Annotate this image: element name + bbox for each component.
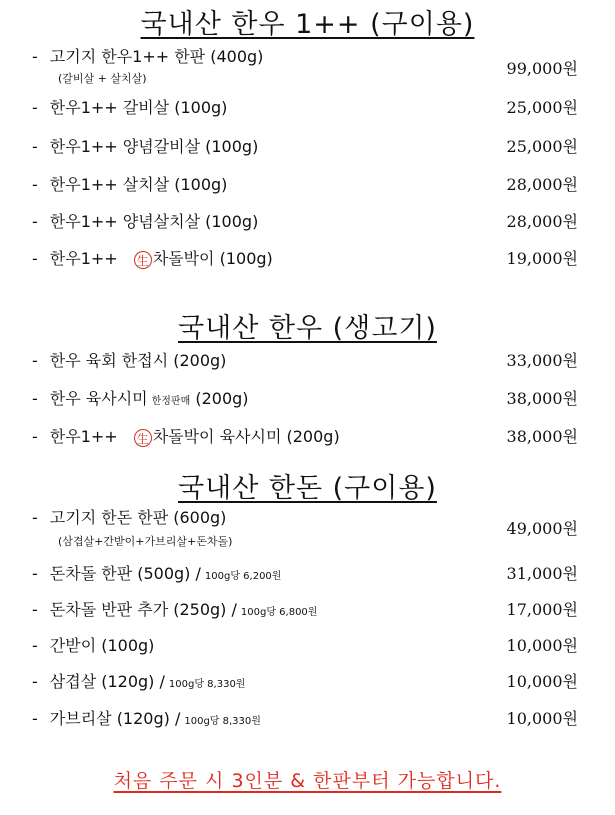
item-price: 17,000원 bbox=[506, 600, 578, 619]
item-price: 49,000원 bbox=[506, 519, 578, 538]
menu-item: - 한우1++ 生 차돌박이 (100g) bbox=[32, 249, 273, 268]
item-name: 삼겹살 (120g) / bbox=[49, 672, 165, 691]
item-name-prefix: 한우1++ bbox=[49, 249, 118, 268]
item-name-suffix: 차돌박이 육사시미 (200g) bbox=[152, 427, 340, 446]
item-price: 10,000원 bbox=[506, 672, 578, 691]
section-title-hanwoo-grill: 국내산 한우 1++ (구이용) bbox=[140, 9, 475, 40]
item-note: (갈비살 + 살치살) bbox=[58, 72, 147, 85]
item-name: 돈차돌 반판 추가 (250g) / bbox=[49, 600, 237, 619]
item-name: 고기지 한우1++ 한판 (400g) bbox=[49, 47, 264, 66]
menu-item: - 삼겹살 (120g) / 100g당 8,330원 bbox=[32, 672, 246, 691]
order-minimum-notice: 처음 주문 시 3인분 & 한판부터 가능합니다. bbox=[113, 770, 502, 792]
limited-sale-tag: 한정판매 bbox=[151, 396, 191, 407]
item-name: 한우1++ 갈비살 (100g) bbox=[49, 98, 228, 117]
menu-item: - 한우1++ 갈비살 (100g) bbox=[32, 98, 228, 117]
unit-price: 100g당 6,800원 bbox=[240, 607, 318, 618]
raw-badge-icon: 生 bbox=[134, 429, 152, 447]
menu-item: - 고기지 한우1++ 한판 (400g) bbox=[32, 47, 264, 66]
item-name: 가브리살 (120g) / bbox=[49, 709, 181, 728]
item-price: 25,000원 bbox=[506, 98, 578, 117]
section-title-hanwoo-raw: 국내산 한우 (생고기) bbox=[178, 313, 437, 344]
item-name: 한우1++ 양념갈비살 (100g) bbox=[49, 137, 259, 156]
unit-price: 100g당 8,330원 bbox=[168, 679, 246, 690]
menu-item: - 한우 육회 한접시 (200g) bbox=[32, 351, 227, 370]
menu-item: - 한우1++ 살치살 (100g) bbox=[32, 175, 228, 194]
item-name: 돈차돌 한판 (500g) / bbox=[49, 564, 201, 583]
menu-item: - 한우1++ 양념갈비살 (100g) bbox=[32, 137, 259, 156]
item-price: 33,000원 bbox=[506, 351, 578, 370]
item-price: 31,000원 bbox=[506, 564, 578, 583]
item-price: 28,000원 bbox=[506, 175, 578, 194]
item-price: 38,000원 bbox=[506, 427, 578, 446]
unit-price: 100g당 6,200원 bbox=[204, 571, 282, 582]
menu-item: - 한우 육사시미 한정판매 (200g) bbox=[32, 389, 249, 408]
item-weight: (200g) bbox=[195, 389, 249, 408]
item-price: 25,000원 bbox=[506, 137, 578, 156]
item-price: 19,000원 bbox=[506, 249, 578, 268]
menu-item: - 고기지 한돈 한판 (600g) bbox=[32, 508, 227, 527]
menu-item: - 한우1++ 生 차돌박이 육사시미 (200g) bbox=[32, 427, 340, 446]
item-name: 한우1++ 살치살 (100g) bbox=[49, 175, 228, 194]
item-price: 38,000원 bbox=[506, 389, 578, 408]
item-price: 99,000원 bbox=[506, 59, 578, 78]
item-name: 고기지 한돈 한판 (600g) bbox=[49, 508, 227, 527]
item-price: 10,000원 bbox=[506, 636, 578, 655]
item-price: 10,000원 bbox=[506, 709, 578, 728]
item-note: (삼겹살+간받이+가브리살+돈차돌) bbox=[58, 535, 233, 548]
menu-item: - 돈차돌 반판 추가 (250g) / 100g당 6,800원 bbox=[32, 600, 318, 619]
section-title-handon-grill: 국내산 한돈 (구이용) bbox=[178, 473, 437, 504]
menu-item: - 돈차돌 한판 (500g) / 100g당 6,200원 bbox=[32, 564, 282, 583]
item-name-prefix: 한우1++ bbox=[49, 427, 118, 446]
item-name: 간받이 (100g) bbox=[49, 636, 155, 655]
menu-item: - 한우1++ 양념살치살 (100g) bbox=[32, 212, 259, 231]
item-name: 한우 육사시미 bbox=[49, 389, 148, 408]
menu-item: - 간받이 (100g) bbox=[32, 636, 155, 655]
item-price: 28,000원 bbox=[506, 212, 578, 231]
raw-badge-icon: 生 bbox=[134, 251, 152, 269]
unit-price: 100g당 8,330원 bbox=[184, 716, 261, 727]
item-name: 한우 육회 한접시 (200g) bbox=[49, 351, 227, 370]
menu-item: - 가브리살 (120g) / 100g당 8,330원 bbox=[32, 709, 261, 728]
item-name: 한우1++ 양념살치살 (100g) bbox=[49, 212, 259, 231]
item-name-suffix: 차돌박이 (100g) bbox=[152, 249, 273, 268]
